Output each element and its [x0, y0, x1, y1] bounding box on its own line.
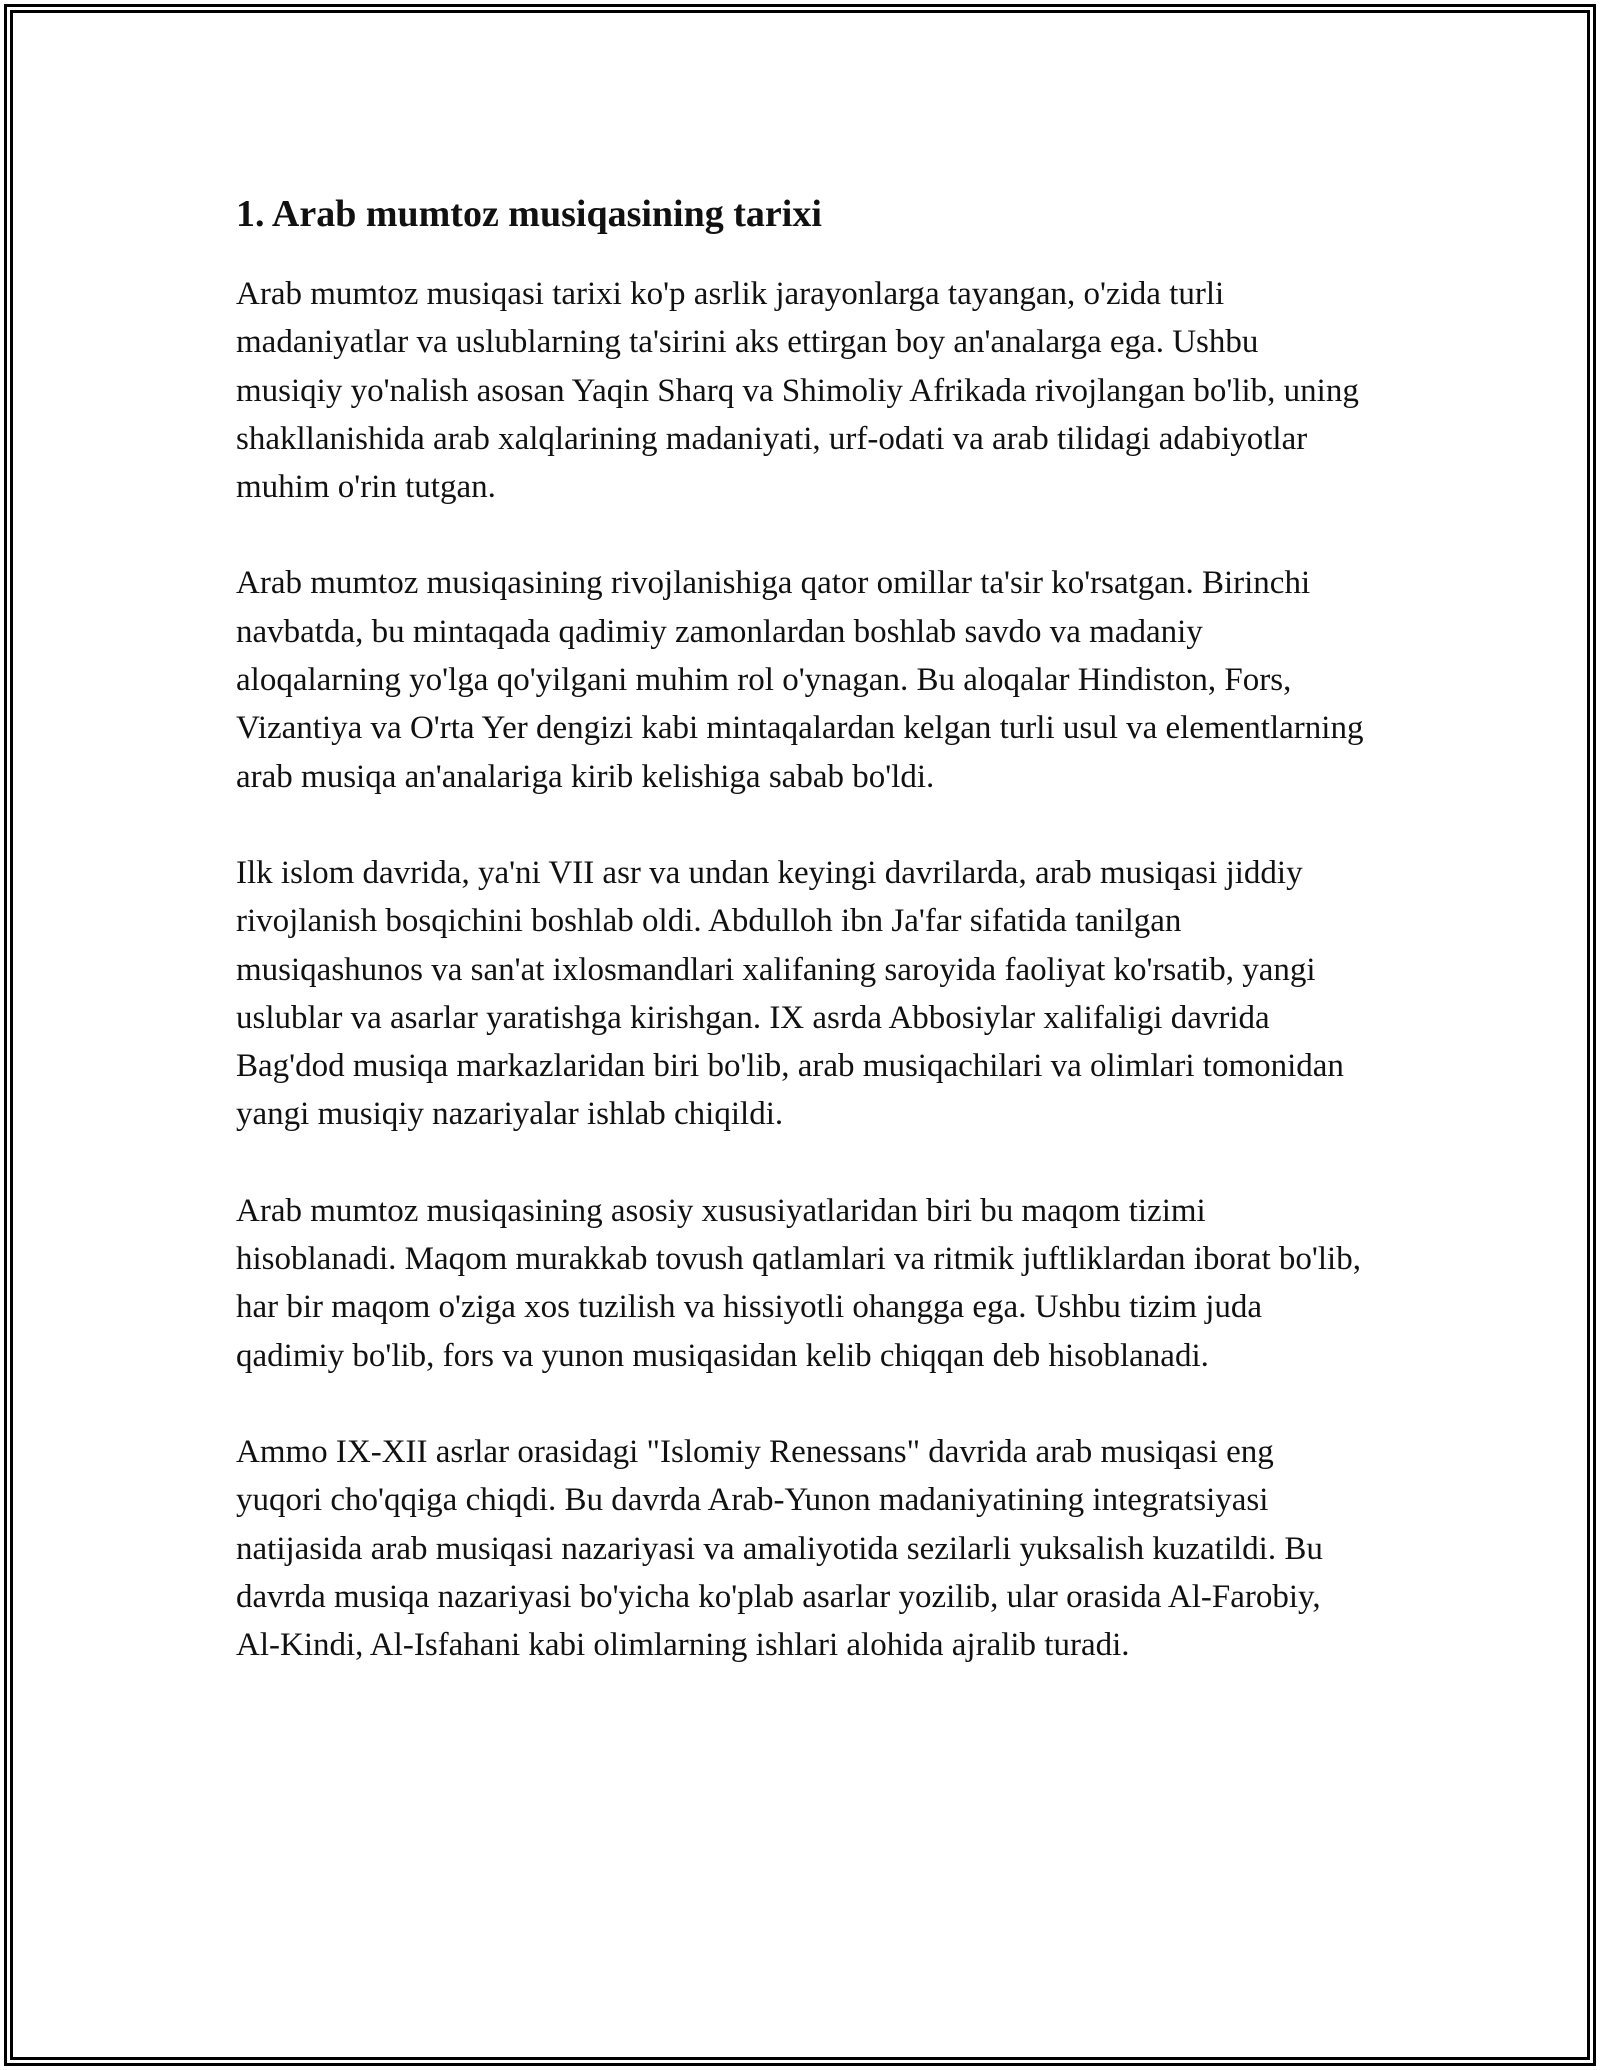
section-heading: 1. Arab mumtoz musiqasining tarixi [236, 193, 822, 235]
document-body [236, 186, 1366, 1717]
paragraph-1: Arab mumtoz musiqasi tarixi ko'p asrlik jarayonlarga tayangan, o'zida turli madaniyatlar va uslublarning ta'sirini aks ettirgan boy an'analarga ega. Ushbu musiqiy yo'nalish asosan Yaqin Sharq va Shimoliy Afrikada rivojlangan bo'lib, uning shakllanishida arab xalqlarining madaniyati, urf-odati va arab tilidagi adabiyotlar muhim o'rin tutgan. [236, 276, 1359, 506]
paragraph-4: Arab mumtoz musiqasining asosiy xususiyatlaridan biri bu maqom tizimi hisoblanadi. Maqom murakkab tovush qatlamlari va ritmik juftliklardan iborat bo'lib, har bir maqom o'ziga xos tuzilish va hissiyotli ohangga ega. Ushbu tizim juda qadimiy bo'lib, fors va yunon musiqasidan kelib chiqqan deb hisoblanadi. [236, 1192, 1361, 1374]
paragraph-3: Ilk islom davrida, ya'ni VII asr va undan keyingi davrilarda, arab musiqasi jiddiy rivojlanish bosqichini boshlab oldi. Abdulloh ibn Ja'far sifatida tanilgan musiqashunos va san'at ixlosmandlari xalifaning saroyida faoliyat ko'rsatib, yangi uslublar va asarlar yaratishga kirishgan. IX asrda Abbosiylar xalifaligi davrida Bag'dod musiqa markazlaridan biri bo'lib, arab musiqachilari va olimlari tomonidan yangi musiqiy nazariyalar ishlab chiqildi. [236, 854, 1344, 1133]
paragraph-5: Ammo IX-XII asrlar orasidagi "Islomiy Renessans" davrida arab musiqasi eng yuqori cho'qqiga chiqdi. Bu davrda Arab-Yunon madaniyatining integratsiyasi natijasida arab musiqasi nazariyasi va amaliyotida sezilarli yuksalish kuzatildi. Bu davrda musiqa nazariyasi bo'yicha ko'plab asarlar yozilib, ular orasida Al-Farobiy, Al-Kindi, Al-Isfahani kabi olimlarning ishlari alohida ajralib turadi. [236, 1433, 1323, 1664]
paragraph-2: Arab mumtoz musiqasining rivojlanishiga qator omillar ta'sir ko'rsatgan. Birinchi navbatda, bu mintaqada qadimiy zamonlardan boshlab savdo va madaniy aloqalarning yo'lga qo'yilgani muhim rol o'ynagan. Bu aloqalar Hindiston, Fors, Vizantiya va O'rta Yer dengizi kabi mintaqalardan kelgan turli usul va elementlarning arab musiqa an'analariga kirib kelishiga sabab bo'ldi. [236, 565, 1364, 795]
